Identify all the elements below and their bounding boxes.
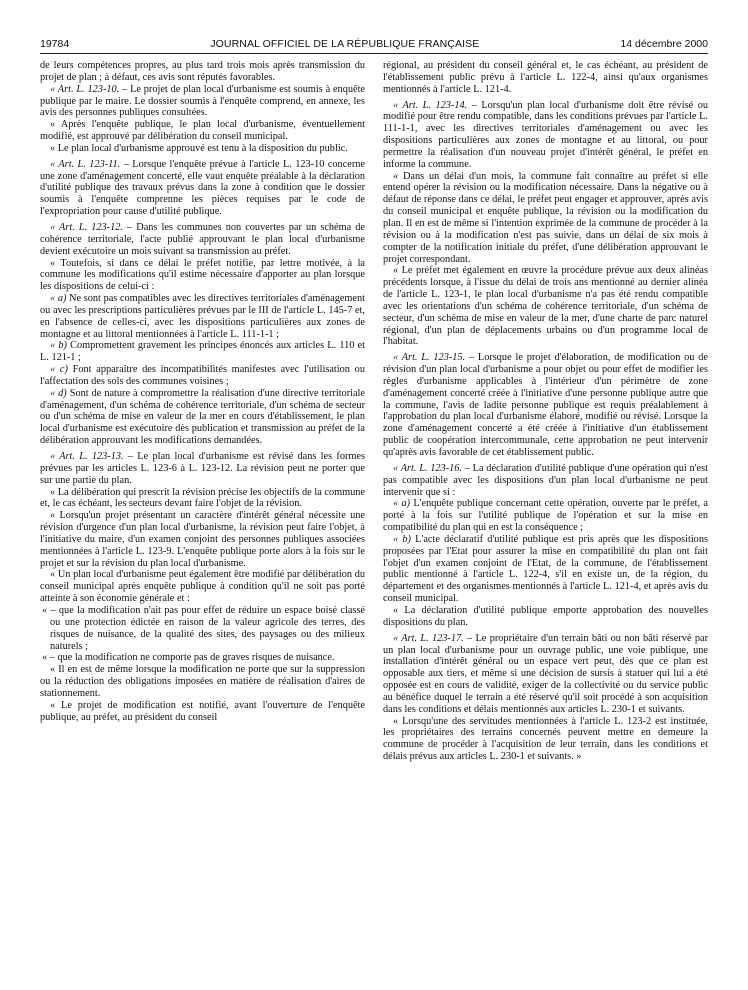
paragraph (40, 364, 365, 388)
paragraph (40, 451, 365, 487)
article-reference: « b) (50, 340, 67, 352)
paragraph-text: régional, au président du conseil général et, le cas échéant, au président de l'établissement public prévu à l'article L. 122-4, ainsi qu'aux organismes mentionnés à l'article L. 121-4. (383, 60, 708, 95)
article-reference: « a) (50, 293, 67, 305)
paragraph-text: L'acte déclaratif d'utilité publique est pris après que les dispositions proposées par l'Etat pour assurer la mise en compatibilité du plan ont fait l'objet d'un examen conjoint de l'Etat, de la commune, de l'établissement public mentionné à l'article L. 122-4, s'il en existe un, de la région, du département et des organismes mentionnés à l'article L. 121-4, et après avis du conseil municipal. (383, 533, 708, 605)
paragraph (40, 664, 365, 700)
article-reference: « Art. L. 123-11. (50, 158, 121, 170)
paragraph (40, 569, 365, 605)
paragraph-text: L'enquête publique concernant cette opération, ouverte par le préfet, a porté à la fois sur l'utilité publique de l'opération et sur la mise en compatibilité du plan qui en est la conséquence ; (383, 498, 708, 534)
paragraph (383, 534, 708, 605)
article-reference: « d) (50, 387, 67, 399)
journal-title: JOURNAL OFFICIEL DE LA RÉPUBLIQUE FRANÇAISE (210, 38, 480, 50)
text-columns (40, 60, 708, 763)
paragraph-text: « Après l'enquête publique, le plan local d'urbanisme, éventuellement modifié, est approuvé par délibération du conseil municipal. (40, 119, 365, 143)
article-reference: « Art. L. 123-15. (393, 352, 466, 364)
article-reference: « c) (50, 364, 68, 376)
paragraph (40, 84, 365, 120)
article-reference: « a) (393, 498, 411, 510)
page-number: 19784 (40, 38, 70, 50)
paragraph (40, 510, 365, 569)
article-reference: « Art. L. 123-16. (393, 462, 463, 474)
paragraph (40, 388, 365, 447)
paragraph (40, 60, 365, 84)
paragraph-text: Font apparaître des incompatibilités manifestes avec l'utilisation ou l'affectation des sols des communes voisines ; (40, 364, 365, 387)
paragraph-text: – Le projet de plan local d'urbanisme est soumis à enquête publique par le maire. Le dossier soumis à l'enquête comprend, en annexe, les avis des personnes publiques consultées. (40, 83, 366, 119)
paragraph (383, 633, 708, 716)
paragraph (383, 463, 708, 499)
paragraph (383, 100, 708, 171)
paragraph-text: « Un plan local d'urbanisme peut également être modifié par délibération du conseil municipal après enquête publique à condition qu'il ne soit pas porté atteinte à son économie générale et : (40, 569, 365, 605)
article-reference: « Art. L. 123-10. (50, 83, 120, 95)
paragraph (40, 159, 365, 218)
paragraph-text: – Dans les communes non couvertes par un schéma de cohérence territoriale, l'acte publié approuvant le plan local d'urbanisme devient exécutoire un mois suivant sa transmission au préfet. (40, 221, 365, 257)
paragraph (383, 265, 708, 348)
paragraph (383, 171, 708, 266)
paragraph-text: Compromettent gravement les principes énoncés aux articles L. 110 et L. 121-1 ; (40, 340, 365, 364)
paragraph-text: « Le plan local d'urbanisme approuvé est tenu à la disposition du public. (50, 142, 348, 154)
paragraph-text: « Il en est de même lorsque la modification ne porte que sur la suppression ou la réduction des obligations imposées en matière de réalisation d'aires de stationnement. (40, 664, 365, 699)
paragraph-text: – Lorsqu'un plan local d'urbanisme doit être révisé ou modifié pour être rendu compatible, dans les conditions prévues par l'article L. 111-1-1, avec les directives territoriales d'aménagement ou avec les dispositions particulières aux zones de montagne et au littoral, ou pour permettre la réalisation d'un nouveau projet d'intérêt général, le préfet en informe la commune. (383, 99, 708, 170)
paragraph-text: – Lorsque l'enquête prévue à l'article L. 123-10 concerne une zone d'aménagement concerté, elle vaut enquête préalable à la déclaration d'utilité publique des travaux prévus dans la zone à condition que le dossier soumis à l'enquête comprenne les pièces requises par le code de l'expropriation pour cause d'utilité publique. (40, 158, 365, 218)
paragraph-text: « La délibération qui prescrit la révision précise les objectifs de la commune et, le cas échéant, les secteurs devant faire l'objet de la révision. (40, 486, 365, 510)
paragraph-text: de leurs compétences propres, au plus tard trois mois après transmission du projet de plan ; à défaut, ces avis sont réputés favorables. (40, 60, 365, 83)
paragraph (40, 487, 365, 511)
paragraph-text: – Lorsque le projet d'élaboration, de modification ou de révision d'un plan local d'urbanisme a pour objet ou pour effet de modifier les règles d'urbanisme applicables à l'intérieur d'un périmètre de zone d'aménagement concerté créée à l'initiative d'une personne publique autre que la commune, l'avis de ladite personne publique est requis préalablement à l'approbation du plan local d'urbanisme élaboré, modifié ou révisé. Lorsque la zone d'aménagement concerté a été créée à l'initiative d'un établissement public de coopération intercommunale, cette approbation ne peut intervenir qu'après avis favorable de cet établissement public. (383, 352, 708, 458)
article-reference: « Art. L. 123-13. (50, 451, 124, 462)
paragraph-text: « – que la modification n'ait pas pour effet de réduire un espace boisé classé ou une protection édictée en raison de la valeur agricole des terres, des risques de nuisance, de la qualité des sites, des paysages ou des milieux naturels ; (42, 604, 365, 652)
article-reference: « Art. L. 123-17. (393, 632, 464, 644)
paragraph (40, 143, 365, 155)
paragraph (40, 258, 365, 294)
right-column (383, 60, 708, 763)
paragraph (40, 293, 365, 340)
page-header (40, 38, 708, 54)
paragraph-text: – Le propriétaire d'un terrain bâti ou non bâti réservé par un plan local d'urbanisme pour un ouvrage public, une voie publique, une installation d'intérêt général ou un espace vert peut, dès que ce plan est opposable aux tiers, et même si une décision de sursis à statuer qui lui a été opposée est en cours de validité, exiger de la collectivité ou du service public au bénéfice duquel le terrain a été réservé qu'il soit procédé à son acquisition dans les conditions et délais mentionnés aux articles L. 230-1 et suivants. (383, 632, 708, 715)
paragraph (40, 340, 365, 364)
paragraph-text: « Lorsqu'une des servitudes mentionnées à l'article L. 123-2 est instituée, les propriétaires des terrains concernés peuvent mettre en demeure la commune de procéder à l'acquisition de leur terrain, dans les conditions et délais prévus aux articles L. 230-1 et suivants. » (383, 715, 708, 763)
article-reference: « Art. L. 123-14. (393, 99, 468, 111)
paragraph-text: « Le préfet met également en œuvre la procédure prévue aux deux alinéas précédents lorsque, à l'issue du délai de trois ans mentionné au dernier alinéa de l'article L. 123-1, le plan local d'urbanisme n'a pas été rendu compatible avec les orientations d'un schéma de cohérence territoriale, d'un schéma de secteur, d'un schéma de mise en valeur de la mer, d'une charte de parc naturel régional, d'un plan de déplacements urbains ou d'un programme local de l'habitat. (383, 265, 708, 348)
paragraph-text: « Dans un délai d'un mois, la commune fait connaître au préfet si elle entend opérer la révision ou la modification nécessaire. Dans la négative ou à défaut de réponse dans ce délai, le préfet peut engager et approuver, après avis du conseil municipal et enquête publique, la révision ou la modification du plan. Il en est de même si l'intention exprimée de la commune de procéder à la révision ou à la modification n'est pas suivie, dans un délai de six mois à compter de la notification initiale du préfet, d'une délibération approuvant le projet correspondant. (383, 170, 708, 265)
paragraph-text: Ne sont pas compatibles avec les directives territoriales d'aménagement ou avec les prescriptions particulières prévues par le III de l'article L. 145-7 et, en l'absence de celles-ci, avec les dispositions particulières aux zones de montagne et au littoral mentionnées à l'article L. 111-1-1 ; (40, 293, 366, 340)
left-column (40, 60, 365, 763)
paragraph (40, 119, 365, 143)
paragraph-text: – Le plan local d'urbanisme est révisé dans les formes prévues par les articles L. 123-6 à L. 123-12. La révision peut ne porter que sur une partie du plan. (40, 451, 365, 486)
paragraph (40, 700, 365, 724)
paragraph (383, 60, 708, 96)
paragraph (383, 352, 708, 459)
paragraph (383, 605, 708, 629)
article-reference: « b) (393, 533, 411, 545)
paragraph-text: « La déclaration d'utilité publique emporte approbation des nouvelles dispositions du plan. (383, 604, 708, 628)
article-reference: « Art. L. 123-12. (50, 221, 123, 233)
paragraph-text: « Le projet de modification est notifié, avant l'ouverture de l'enquête publique, au préfet, au président du conseil (40, 699, 365, 723)
paragraph-text: « – que la modification ne comporte pas de graves risques de nuisance. (42, 652, 335, 664)
paragraph (383, 716, 708, 763)
issue-date: 14 décembre 2000 (620, 38, 708, 50)
paragraph-text: – La déclaration d'utilité publique d'une opération qui n'est pas compatible avec les dispositions d'un plan local d'urbanisme ne peut intervenir que si : (383, 462, 708, 498)
paragraph (40, 652, 365, 664)
paragraph-text: « Toutefois, si dans ce délai le préfet notifie, par lettre motivée, à la commune les modifications qu'il estime nécessaire d'apporter au plan lorsque les dispositions de celui-ci : (40, 257, 365, 293)
paragraph (383, 498, 708, 534)
paragraph-text: « Lorsqu'un projet présentant un caractère d'intérêt général nécessite une révision d'urgence d'un plan local d'urbanisme, la révision peut faire l'objet, à l'initiative du maire, d'un examen conjoint des personnes publiques associées mentionnées à l'article L. 123-9. L'enquête publique porte alors à la fois sur le projet et sur la révision du plan local d'urbanisme. (40, 510, 365, 569)
paragraph (40, 605, 365, 652)
paragraph (40, 222, 365, 258)
paragraph-text: Sont de nature à compromettre la réalisation d'une directive territoriale d'aménagement, d'un schéma de cohérence territoriale, d'un schéma de secteur ou d'un schéma de mise en valeur de la mer en cours d'établissement, le plan local d'urbanisme est exécutoire dès publication et transmission au préfet de la délibération approuvant les modifications demandées. (40, 387, 365, 447)
